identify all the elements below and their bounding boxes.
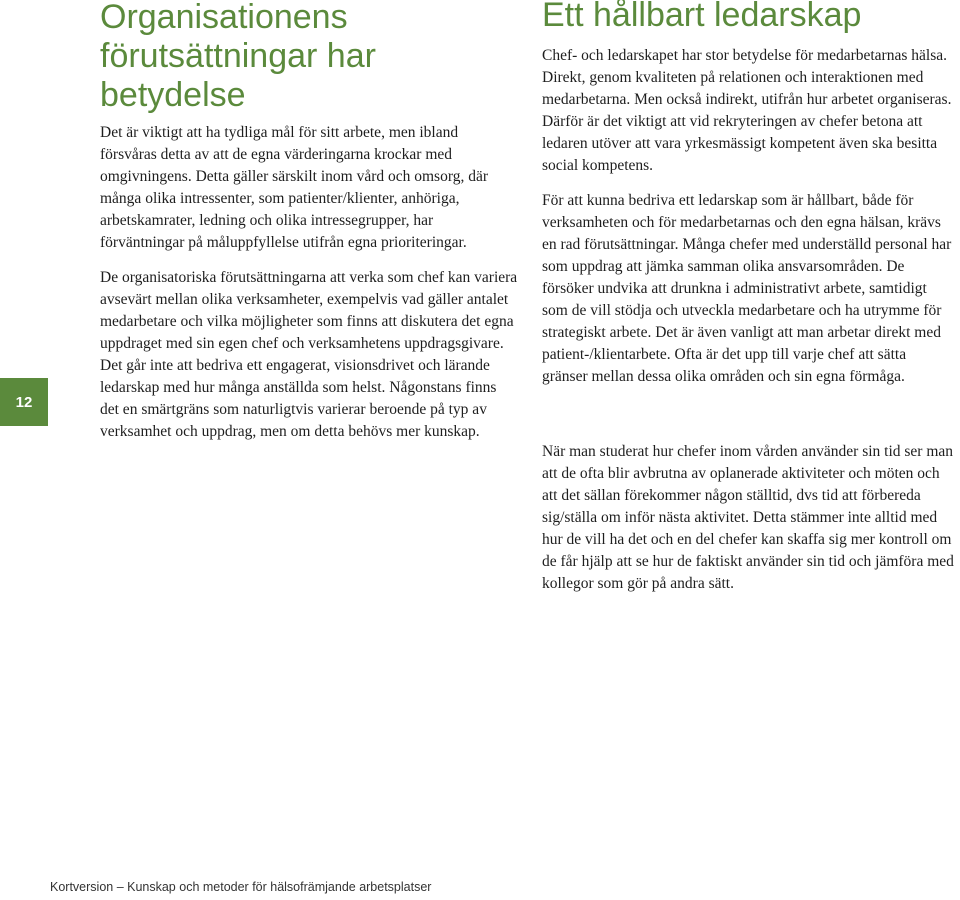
left-paragraph-1: Det är viktigt att ha tydliga mål för sitt arbete, men ibland försvåras detta av att de egna värderingarna krockar med omgivningens. Detta gäller särskilt inom vård och omsorg, där många olika intressenter, som patienter/klienter, anhöriga, arbetskamrater, ledning och olika intressegrupper, har förväntningar på måluppfyllelse utifrån egna prioriteringar. — [100, 124, 488, 251]
right-paragraph-1: Chef- och ledarskapet har stor betydelse för medarbetarnas hälsa. Direkt, genom kvaliteten på relationen och interaktionen med medarbetarna. Men också indirekt, utifrån hur arbetet organiseras. Därför är det viktigt att vid rekryteringen av chefer betona att ledaren utöver att vara yrkesmässigt kompetent även ska besitta social kompetens. — [542, 47, 952, 174]
page-footer: Kortversion – Kunskap och metoder för hälsofrämjande arbetsplatser — [50, 880, 432, 894]
left-paragraph-2: De organisatoriska förutsättningarna att verka som chef kan variera avsevärt mellan olika verksamheter, exempelvis vad gäller antalet medarbetare och vilka möjligheter som finns att diskutera det egna uppdraget med sin egen chef och verksamhetens uppdragsgivare. Det går inte att bedriva ett engagerat, visionsdrivet och lärande ledarskap med hur många anställda som helst. Någonstans finns det en smärtgräns som naturligtvis varierar beroende på typ av verksamhet och uppdrag, men om detta behövs mer kunskap. — [100, 269, 518, 440]
right-paragraph-2: För att kunna bedriva ett ledarskap som är hållbart, både för verksamheten och för medarbetarnas och den egna hälsan, krävs en rad förutsättningar. Många chefer med underställd personal har som uppdrag att jämka samman olika ansvarsområden. De försöker undvika att drunkna i administrativt arbete, samtidigt som de vill stödja och utveckla medarbetare och ha utrymme för strategiskt arbete. Det är även vanligt att man arbetar direkt med patient-/klientarbete. Ofta är det upp till varje chef att sätta gränser mellan dessa olika områden och sin egna förmåga. — [542, 192, 952, 385]
right-section-title: Ett hållbart ledarskap — [542, 0, 862, 34]
right-paragraph-3: När man studerat hur chefer inom vården använder sin tid ser man att de ofta blir avbrutna av oplanerade aktiviteter och möten och att det sällan förekommer någon ställtid, dvs tid att förbereda sig/ställa om inför nästa aktivitet. Detta stämmer inte alltid med hur de vill ha det och en del chefer kan skaffa sig mer kontroll om de får hjälp att se hur de faktiskt använder sin tid och jämföra med kollegor som gör på andra sätt. — [542, 443, 954, 592]
page-number-badge: 12 — [0, 378, 48, 426]
left-section-title: Organisationens förutsättningar har betydelse — [100, 0, 376, 114]
